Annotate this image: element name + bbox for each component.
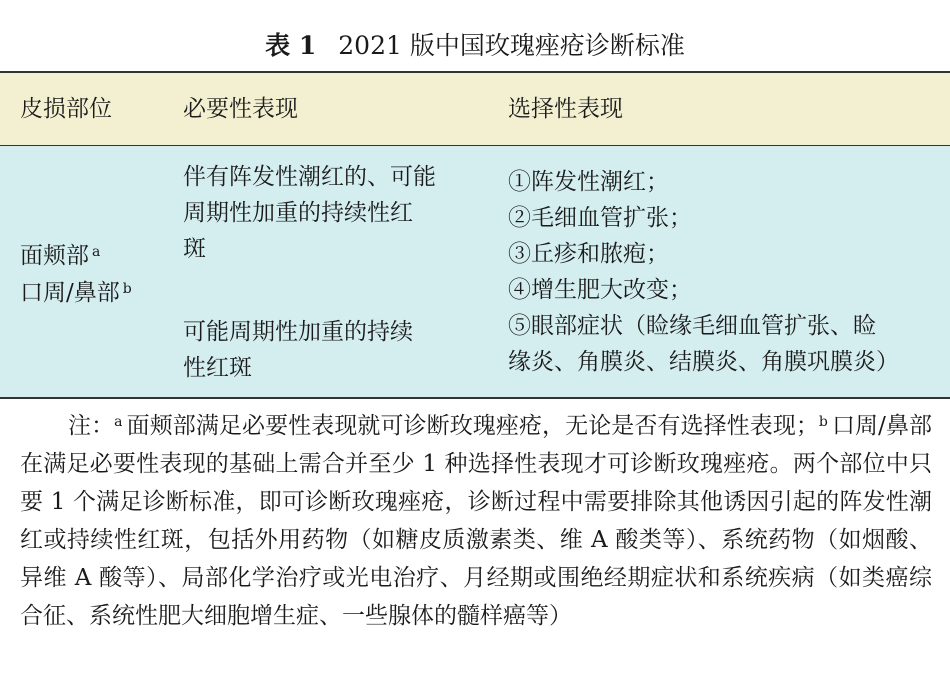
optional-item: ③丘疹和脓疱； <box>508 241 669 267</box>
optional-item: ①阵发性潮红； <box>508 169 669 195</box>
footnote-prefix: 注： <box>68 413 115 439</box>
header-optional: 选择性表现 <box>508 96 623 122</box>
table-title: 2021 版中国玫瑰痤疮诊断标准 <box>338 31 685 60</box>
location-perioral-sup: b <box>122 281 132 297</box>
footnote-part-a: 面颊部满足必要性表现就可诊断玫瑰痤疮，无论是否有选择性表现； <box>126 413 819 439</box>
header-location: 皮损部位 <box>20 96 112 122</box>
optional-item: ⑤眼部症状（睑缘毛细血管扩张、睑 <box>508 313 876 339</box>
required-perioral-line: 性红斑 <box>183 355 252 381</box>
header-required: 必要性表现 <box>183 96 298 122</box>
required-cheek-line: 斑 <box>183 236 206 262</box>
table-number: 表 1 <box>265 31 317 60</box>
location-cheek <box>20 238 100 274</box>
optional-list <box>508 164 899 380</box>
required-cheek <box>183 159 436 267</box>
bottom-rule <box>0 397 950 399</box>
required-cheek-line: 周期性加重的持续性红 <box>183 200 413 226</box>
footnote-sup-a: a <box>114 414 123 430</box>
footnote-part-b: 口周/鼻部在满足必要性表现的基础上需合并至少 1 种选择性表现才可诊断玫瑰痤疮。两个部位中只要 1 个满足诊断标准，即可诊断玫瑰痤疮，诊断过程中需要排除其他诱因引起的阵发性潮红或持续性红斑，包括外用药物（如糖皮质激素类、维 A 酸类等）、系统药物（如烟酸、异维 A 酸等）、局部化学治疗或光电治疗、月经期或围绝经期症状和系统疾病（如类癌综合征、系统性肥大细胞增生症、一些腺体的髓样癌等） <box>20 413 933 629</box>
optional-item: ④增生肥大改变； <box>508 277 692 303</box>
location-perioral-label: 口周/鼻部 <box>20 280 120 306</box>
required-cheek-line: 伴有阵发性潮红的、可能 <box>183 164 436 190</box>
location-cheek-sup: a <box>92 244 101 260</box>
table-caption <box>0 28 950 64</box>
location-cheek-label: 面颊部 <box>20 243 89 269</box>
table-header-row <box>0 73 950 146</box>
table-footnote <box>20 407 932 635</box>
location-perioral-nose <box>20 275 132 311</box>
optional-item: 缘炎、角膜炎、结膜炎、角膜巩膜炎） <box>508 349 899 375</box>
required-perioral <box>183 314 413 386</box>
footnote-sup-b: b <box>818 414 828 430</box>
optional-item: ②毛细血管扩张； <box>508 205 692 231</box>
required-perioral-line: 可能周期性加重的持续 <box>183 319 413 345</box>
